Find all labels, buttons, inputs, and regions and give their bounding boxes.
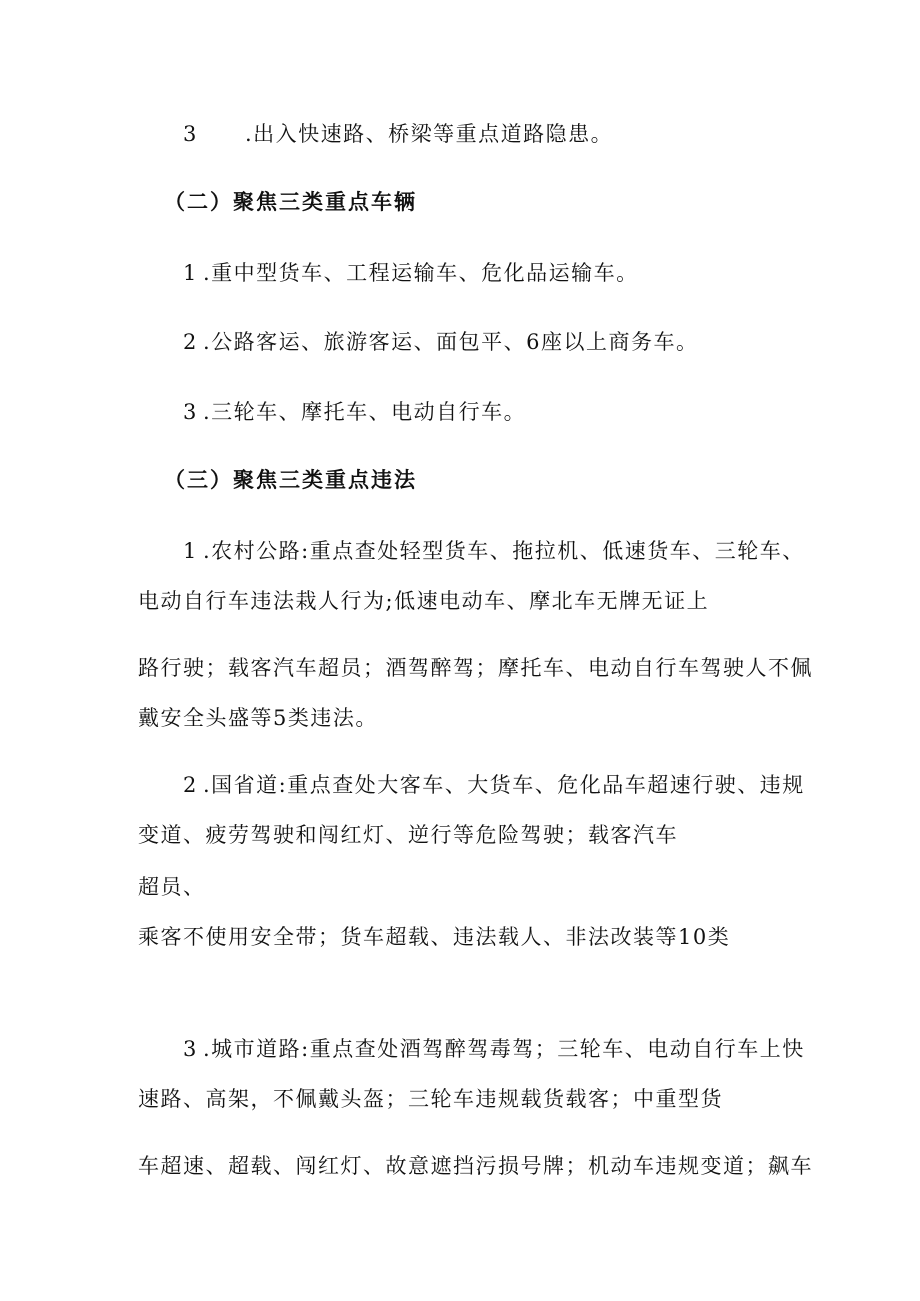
body-line: 速路、高架，不佩戴头盔；三轮车违规载货载客；中重型货 [138, 1087, 723, 1111]
body-line: 超员、 [138, 875, 206, 899]
item-text: .农村公路:重点查处轻型货车、拖拉机、低速货车、三轮车、 [203, 539, 805, 563]
item-1-rural-roads [183, 537, 805, 565]
item-number: 3 [183, 1037, 198, 1061]
item-text: .出入快速路、桥梁等重点道路隐患。 [245, 122, 614, 146]
item-number: 1 [183, 261, 198, 285]
body-line: 车超速、超载、闯红灯、故意遮挡污损号牌；机动车违规变道；飙车 [138, 1154, 813, 1178]
section-heading-violations: （三）聚焦三类重点违法 [164, 468, 417, 492]
item-text: .重中型货车、工程运输车、危化品运输车。 [203, 261, 639, 285]
body-line: 电动自行车违法栽人行为;低速电动车、摩北车无牌无证上 [138, 589, 710, 613]
item-text: .三轮车、摩托车、电动自行车。 [203, 400, 527, 424]
item-number: 3 [183, 400, 198, 424]
body-line: 路行驶；载客汽车超员；酒驾醉驾；摩托车、电动自行车驾驶人不佩 [138, 656, 813, 680]
item-2-national-roads [183, 771, 805, 799]
item-3-road-hazards [183, 120, 613, 148]
item-number: 1 [183, 539, 198, 563]
item-text: .国省道:重点查处大客车、大货车、危化品车超速行驶、违规 [203, 773, 805, 797]
item-3-vehicles [183, 398, 526, 426]
body-line: 乘客不使用安全带；货车超载、违法载人、非法改装等10类 [138, 925, 731, 949]
item-2-vehicles [183, 328, 699, 356]
section-heading-vehicles: （二）聚焦三类重点车辆 [164, 190, 417, 214]
item-number: 3 [183, 122, 198, 146]
body-line: 戴安全头盛等5类违法。 [138, 706, 378, 730]
item-text: .城市道路:重点查处酒驾醉驾毒驾；三轮车、电动自行车上快 [203, 1037, 805, 1061]
item-1-vehicles [183, 259, 639, 287]
item-number: 2 [183, 773, 198, 797]
item-text: .公路客运、旅游客运、面包平、6座以上商务车。 [203, 330, 699, 354]
body-line: 变道、疲劳驾驶和闯红灯、逆行等危险驾驶；载客汽车 [138, 823, 678, 847]
item-number: 2 [183, 330, 198, 354]
item-3-city-roads [183, 1035, 805, 1063]
